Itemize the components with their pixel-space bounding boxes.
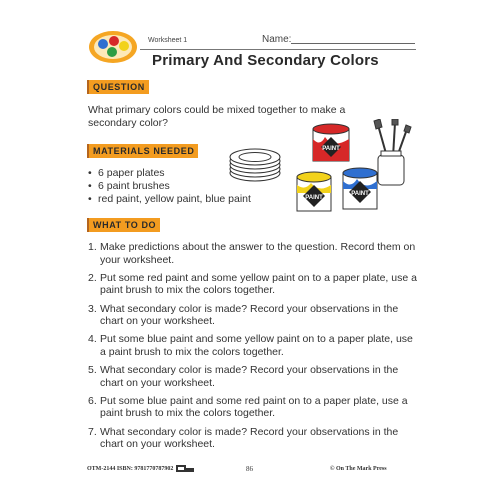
question-text: What primary colors could be mixed together to make a secondary color? bbox=[88, 104, 346, 129]
list-item: • 6 paint brushes bbox=[88, 180, 251, 193]
paint-label: PAINT bbox=[305, 195, 323, 201]
step-number: 1. bbox=[88, 241, 97, 253]
list-item bbox=[88, 395, 418, 420]
name-label: Name: bbox=[262, 34, 292, 45]
step-number: 6. bbox=[88, 394, 97, 407]
list-item: • 6 paper plates bbox=[88, 167, 251, 180]
steps-list bbox=[88, 241, 418, 457]
step-number: 2. bbox=[88, 271, 97, 284]
step-text: What secondary color is made? Record your observations in the chart on your worksheet. bbox=[100, 302, 399, 328]
list-item bbox=[88, 272, 418, 297]
question-heading: QUESTION bbox=[87, 80, 149, 94]
page-number: 86 bbox=[246, 465, 253, 473]
list-item bbox=[88, 241, 418, 266]
list-item bbox=[88, 426, 418, 451]
red-paint-can-icon bbox=[313, 124, 349, 161]
step-text: Make predictions about the answer to the question. Record them on your worksheet. bbox=[100, 241, 416, 266]
step-text: What secondary color is made? Record your observations in the chart on your worksheet. bbox=[100, 425, 399, 451]
paint-supplies-illustration bbox=[225, 119, 415, 224]
blue-paint-can-icon bbox=[343, 168, 377, 209]
step-number: 5. bbox=[88, 364, 97, 377]
footer-copyright: © On The Mark Press bbox=[330, 466, 387, 472]
step-number: 3. bbox=[88, 302, 97, 315]
step-text: What secondary color is made? Record your observations in the chart on your worksheet. bbox=[100, 364, 399, 389]
paper-plates-icon bbox=[230, 149, 280, 181]
yellow-paint-can-icon bbox=[297, 172, 331, 211]
materials-heading: MATERIALS NEEDED bbox=[87, 144, 198, 158]
step-number: 7. bbox=[88, 425, 97, 438]
step-text: Put some blue paint and some yellow paint on to a paper plate, use a paint brush to mix the colors together. bbox=[100, 333, 413, 358]
worksheet-label: Worksheet 1 bbox=[148, 37, 188, 44]
list-item: • red paint, yellow paint, blue paint bbox=[88, 193, 251, 206]
paint-label: PAINT bbox=[322, 146, 340, 152]
list-item bbox=[88, 364, 418, 389]
list-item bbox=[88, 303, 418, 328]
list-item bbox=[88, 333, 418, 358]
page-title: Primary And Secondary Colors bbox=[152, 52, 379, 69]
publisher-mark-icon bbox=[176, 463, 194, 473]
steps-heading: WHAT TO DO bbox=[87, 218, 160, 232]
footer-isbn: OTM-2144 ISBN: 9781770787902 bbox=[87, 466, 174, 472]
step-text: Put some blue paint and some red paint on to a paper plate, use a paint brush to mix the colors together. bbox=[100, 394, 408, 420]
step-number: 4. bbox=[88, 333, 97, 346]
paint-brushes-jar-icon bbox=[374, 119, 411, 185]
step-text: Put some red paint and some yellow paint on to a paper plate, use a paint brush to mix the colors together. bbox=[100, 271, 417, 297]
header-rule bbox=[140, 49, 416, 50]
paint-palette-logo bbox=[88, 29, 138, 65]
paint-label: PAINT bbox=[351, 191, 369, 197]
name-line bbox=[291, 43, 415, 44]
